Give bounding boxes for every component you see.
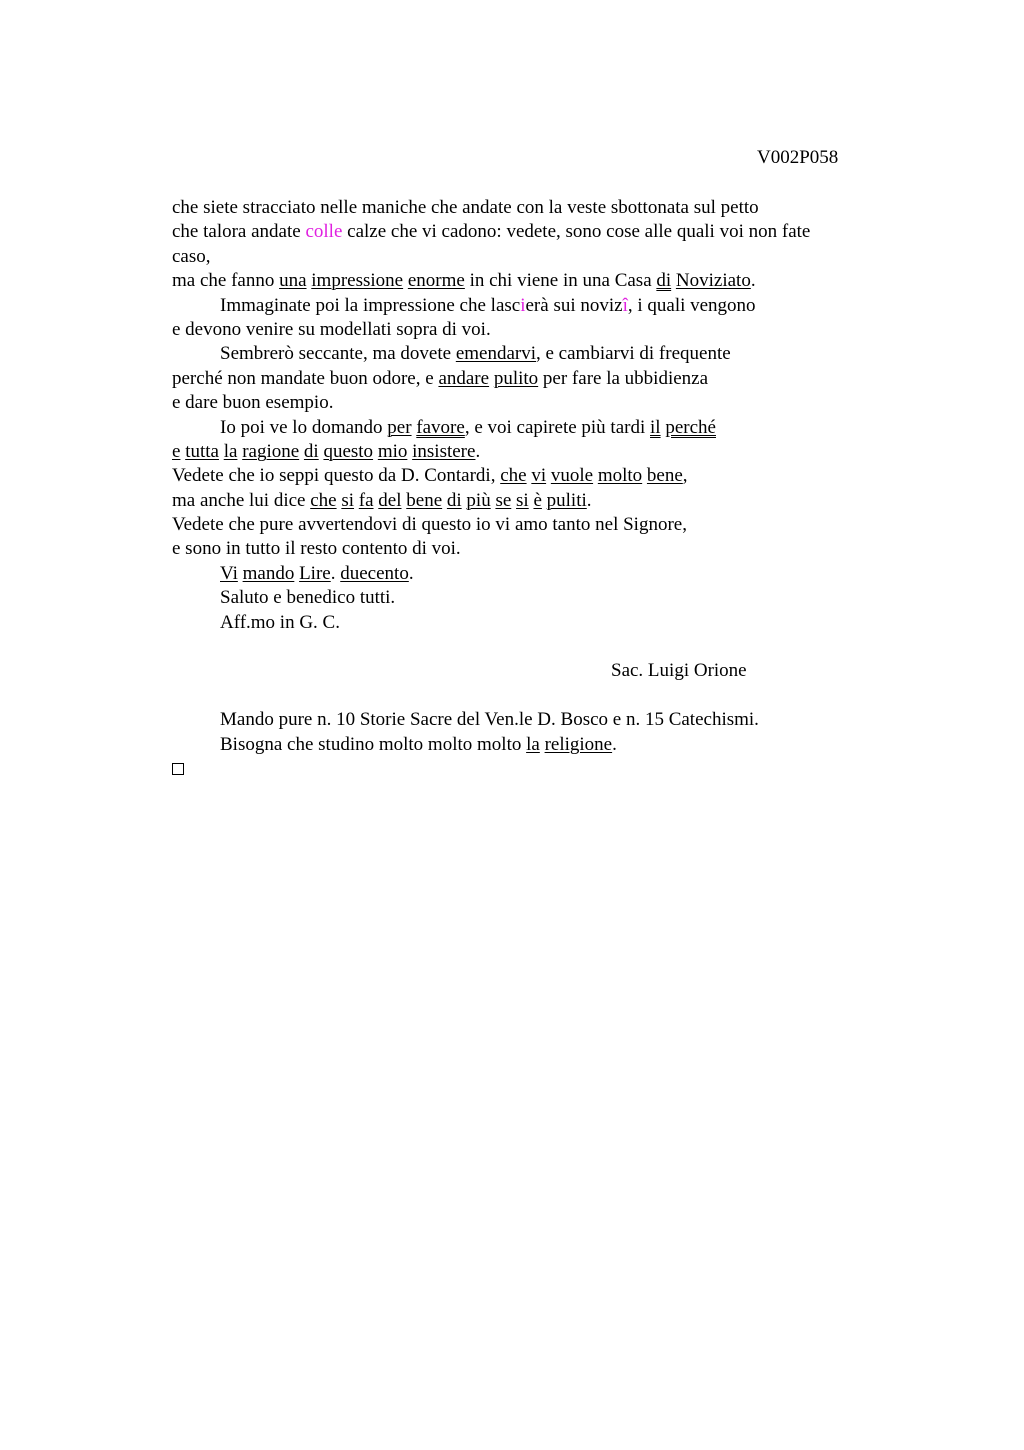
text-line-11	[172, 440, 892, 464]
underlined-word: enorme	[407, 270, 465, 292]
underlined-word: Noviziato	[675, 270, 751, 292]
postscript-line-2	[172, 733, 892, 757]
text-line-18	[172, 611, 892, 635]
underlined-word: pulito	[493, 367, 539, 389]
text-segment: .	[408, 562, 414, 584]
text-segment: caso,	[172, 245, 211, 267]
underlined-word: si	[341, 489, 355, 511]
text-line-2	[172, 220, 892, 244]
highlighted-letter: i	[520, 294, 526, 316]
text-segment: e sono in tutto il resto contento di voi.	[172, 538, 461, 560]
text-line-5	[172, 294, 892, 318]
text-segment: .	[750, 270, 756, 292]
text-line-10	[172, 416, 892, 440]
text-segment: Vedete che io seppi questo da D. Contardi,	[172, 465, 501, 487]
underlined-word: la	[526, 733, 540, 755]
text-segment: che talora andate	[172, 221, 306, 243]
underlined-word: fa	[358, 489, 374, 511]
text-line-14	[172, 513, 892, 537]
text-segment: e dare buon esempio.	[172, 392, 334, 414]
highlighted-word: colle	[305, 221, 343, 243]
text-segment: perché non mandate buon odore, e	[172, 367, 439, 389]
postscript-line-1	[172, 708, 892, 732]
underlined-word: una	[279, 270, 307, 292]
text-line-15	[172, 537, 892, 561]
highlighted-letter: î	[622, 294, 628, 316]
text-segment: Vedete che pure avvertendovi di questo io vi amo tanto nel Signore,	[172, 514, 687, 536]
text-segment: Saluto e benedico tutti.	[220, 587, 396, 609]
underlined-word: per	[387, 416, 412, 438]
text-segment: Mando pure n. 10 Storie Sacre del Ven.le D. Bosco e n. 15 Catechismi.	[220, 709, 759, 731]
text-segment: in chi viene in una Casa	[464, 270, 657, 292]
underlined-word: bene	[646, 465, 683, 487]
text-segment: .	[586, 489, 592, 511]
text-line-12	[172, 464, 892, 488]
underlined-word: più	[466, 489, 491, 511]
page-id: V002P058	[757, 147, 839, 168]
text-segment: , e voi capirete più tardi	[464, 416, 651, 438]
text-line-4	[172, 269, 892, 293]
text-segment: .	[475, 440, 481, 462]
underlined-word: Vi	[220, 562, 238, 584]
underlined-word: molto	[597, 465, 643, 487]
double-underlined-word: perché	[665, 416, 716, 438]
underlined-word: vuole	[550, 465, 594, 487]
underlined-word: è	[533, 489, 542, 511]
text-segment: erà sui noviz	[525, 294, 623, 316]
underlined-word: duecento	[340, 562, 409, 584]
underlined-word: questo	[323, 440, 374, 462]
text-line-13	[172, 489, 892, 513]
text-segment: ma che fanno	[172, 270, 280, 292]
text-line-1	[172, 196, 892, 220]
blank-line	[172, 635, 892, 659]
square-marker-icon	[172, 763, 184, 775]
text-segment: Immaginate poi la impressione che lasc	[220, 294, 521, 316]
underlined-word: andare	[438, 367, 490, 389]
text-segment: Io poi ve lo domando	[220, 416, 388, 438]
text-line-9	[172, 391, 892, 415]
underlined-word: impressione	[311, 270, 404, 292]
text-line-17	[172, 586, 892, 610]
end-marker-line	[172, 757, 892, 781]
underlined-word: e	[172, 440, 181, 462]
underlined-word: di	[303, 440, 319, 462]
underlined-word: mando	[242, 562, 295, 584]
underlined-word: che	[310, 489, 337, 511]
text-segment: e devono venire su modellati sopra di voi.	[172, 318, 491, 340]
text-segment: ,	[682, 465, 688, 487]
text-segment: Aff.mo in G. C.	[220, 611, 340, 633]
text-segment: Bisogna che studino molto molto molto	[220, 733, 527, 755]
letter-body	[172, 196, 892, 781]
double-underlined-word: il	[650, 416, 661, 438]
underlined-word: puliti	[546, 489, 587, 511]
underlined-word: vi	[531, 465, 547, 487]
text-segment: Sembrerò seccante, ma dovete	[220, 343, 456, 365]
text-line-7	[172, 342, 892, 366]
text-line-8	[172, 367, 892, 391]
double-underlined-word: di	[656, 270, 672, 292]
text-segment: ma anche lui dice	[172, 489, 311, 511]
text-segment: per fare la ubbidienza	[538, 367, 709, 389]
underlined-word: religione	[544, 733, 613, 755]
underlined-word: Lire	[299, 562, 331, 584]
text-line-6	[172, 318, 892, 342]
underlined-word: la	[223, 440, 238, 462]
underlined-word: di	[446, 489, 462, 511]
text-segment: , i quali vengono	[627, 294, 756, 316]
underlined-word: bene	[406, 489, 443, 511]
underlined-word: si	[516, 489, 529, 511]
signature: Sac. Luigi Orione	[611, 660, 747, 682]
underlined-word: ragione	[242, 440, 300, 462]
blank-line	[172, 684, 892, 708]
underlined-word: mio	[377, 440, 408, 462]
underlined-word: tutta	[185, 440, 219, 462]
text-line-3	[172, 245, 892, 269]
text-segment: .	[330, 562, 341, 584]
text-segment: calze che vi cadono: vedete, sono cose alle quali voi non fate	[342, 221, 811, 243]
underlined-word: emendarvi	[455, 343, 536, 365]
text-segment: .	[612, 733, 617, 755]
underlined-word: che	[500, 465, 527, 487]
text-line-16	[172, 562, 892, 586]
signature-line	[172, 659, 892, 683]
text-segment: , e cambiarvi di frequente	[536, 343, 731, 365]
underlined-word: del	[378, 489, 402, 511]
underlined-word: se	[495, 489, 512, 511]
text-segment: che siete stracciato nelle maniche che andate con la veste sbottonata sul petto	[172, 197, 759, 218]
underlined-word: insistere	[412, 440, 476, 462]
double-underlined-word: favore	[416, 416, 465, 438]
